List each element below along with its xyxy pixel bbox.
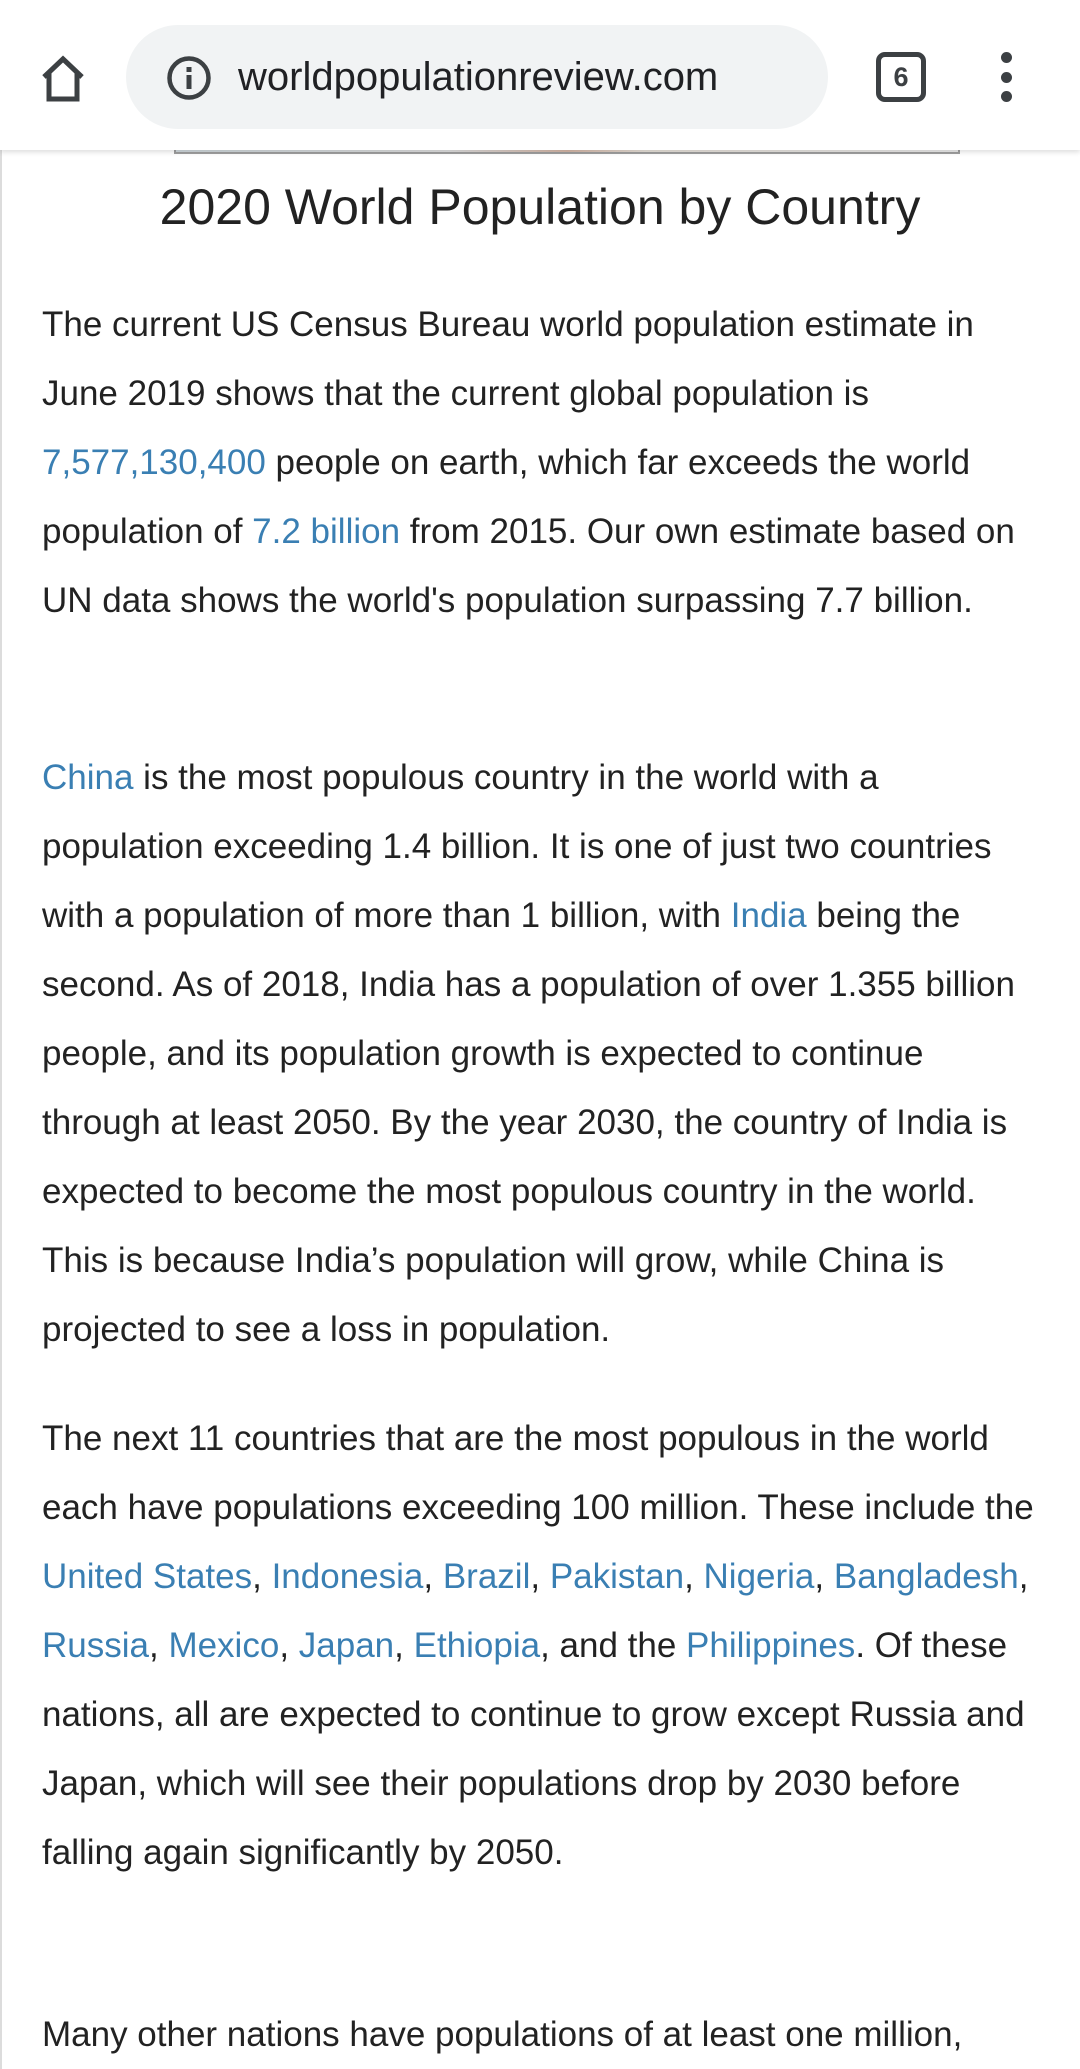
link-japan[interactable]: Japan bbox=[298, 1626, 395, 1665]
info-icon[interactable] bbox=[166, 55, 212, 101]
link-indonesia[interactable]: Indonesia bbox=[271, 1557, 424, 1596]
link-population-figure[interactable]: 7,577,130,400 bbox=[42, 443, 266, 482]
link-mexico[interactable]: Mexico bbox=[168, 1626, 280, 1665]
link-india[interactable]: India bbox=[730, 896, 807, 935]
browser-toolbar bbox=[0, 0, 1080, 150]
url-text[interactable]: worldpopulationreview.com bbox=[238, 55, 719, 99]
more-menu-button[interactable] bbox=[984, 52, 1028, 102]
paragraph-china-india: China is the most populous country in the world with a population exceeding 1.4 billion. It is one of just two countries with a population of more than 1 billion, with India being the second. As of 2018, India has a population of over 1.355 billion people, and its population growth is expected to continue through at least 2050. By the year 2030, the country of India is expected to become the most populous country in the world. This is because India’s population will grow, while China is projected to see a loss in population. bbox=[42, 758, 1015, 1349]
home-button[interactable] bbox=[30, 41, 96, 117]
tab-count: 6 bbox=[893, 61, 909, 92]
more-vert-icon bbox=[1001, 52, 1012, 63]
page-border bbox=[0, 150, 2, 2069]
paragraph-intro: The current US Census Bureau world population estimate in June 2019 shows that the current global population is 7,577,130,400 people on earth, which far exceeds the world population of 7.2 billion from 2015. Our own estimate based on UN data shows the world's population surpassing 7.7 billion. bbox=[42, 305, 1015, 620]
link-pakistan[interactable]: Pakistan bbox=[549, 1557, 685, 1596]
ad-banner[interactable] bbox=[174, 150, 960, 154]
link-nigeria[interactable]: Nigeria bbox=[703, 1557, 815, 1596]
link-ethiopia[interactable]: Ethiopia bbox=[413, 1626, 541, 1665]
link-russia[interactable]: Russia bbox=[42, 1626, 149, 1665]
link-china[interactable]: China bbox=[42, 758, 134, 797]
page-content bbox=[0, 150, 1080, 2069]
link-bangladesh[interactable]: Bangladesh bbox=[833, 1557, 1019, 1596]
link-7-2-billion[interactable]: 7.2 billion bbox=[252, 512, 401, 551]
link-united-states[interactable]: United States bbox=[42, 1557, 253, 1596]
tab-switcher-button[interactable] bbox=[876, 52, 926, 102]
link-brazil[interactable]: Brazil bbox=[442, 1557, 531, 1596]
address-bar[interactable] bbox=[126, 25, 828, 129]
home-icon bbox=[38, 54, 88, 104]
page-title: 2020 World Population by Country bbox=[159, 179, 921, 235]
paragraph-other-nations: Many other nations have populations of at least one million, bbox=[42, 2015, 963, 2054]
link-philippines[interactable]: Philippines bbox=[686, 1626, 856, 1665]
paragraph-next-eleven: The next 11 countries that are the most populous in the world each have populations exceeding 100 million. These include the United States, Indonesia, Brazil, Pakistan, Nigeria, Bangladesh, Russia, Mexico, Japan, Ethiopia, and the Philippines. Of these nations, all are expected to continue to grow except Russia and Japan, which will see their populations drop by 2030 before falling again significantly by 2050. bbox=[42, 1419, 1034, 1872]
